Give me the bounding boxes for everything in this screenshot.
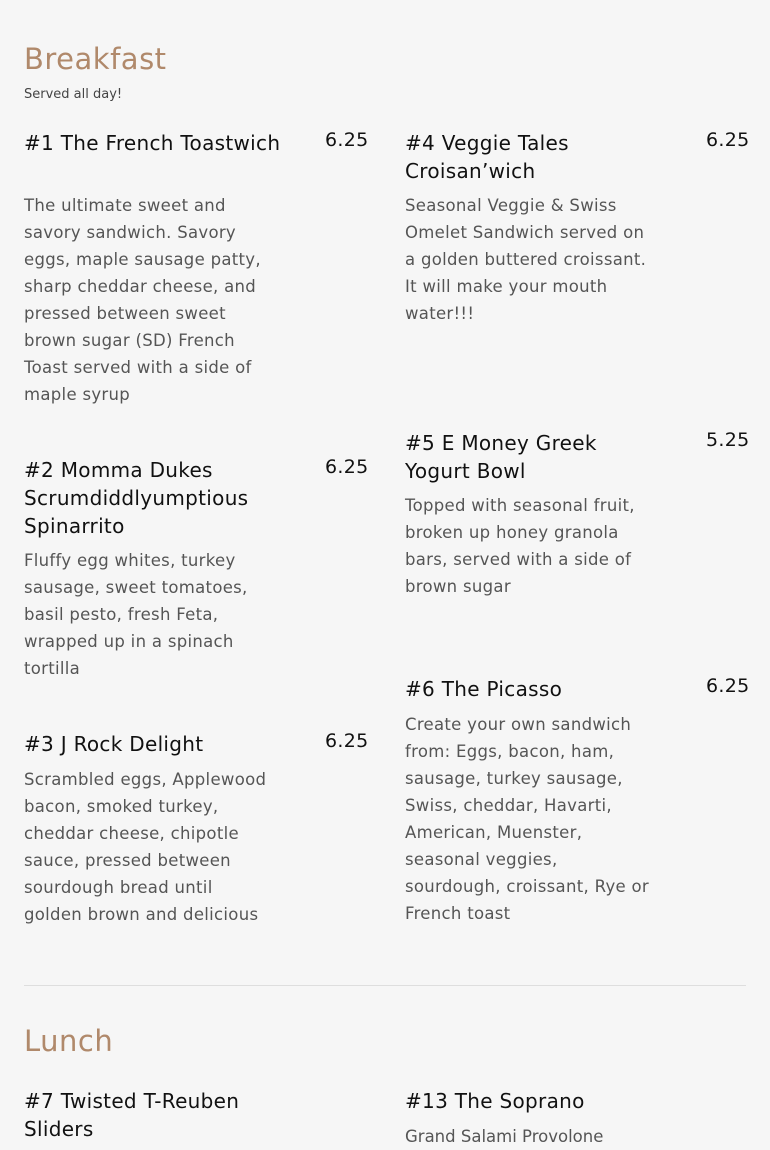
item-description: Scrambled eggs, Applewood bacon, smoked turkey, cheddar cheese, chipotle sauce, pressed between sourdough bread until golden brown and delicious — [24, 770, 267, 924]
item-price: 6.25 — [706, 129, 750, 151]
item-name: #13 The Soprano — [405, 1089, 585, 1113]
item-description: The ultimate sweet and savory sandwich. Savory eggs, maple sausage patty, sharp cheddar cheese, and pressed between sweet brown sugar (SD) French Toast served with a side of maple syrup — [24, 196, 261, 404]
item-price: 6.25 — [325, 129, 369, 151]
item-price: 6.25 — [706, 675, 750, 697]
item-description: Grand Salami Provolone — [405, 1127, 604, 1146]
item-name: #2 Momma Dukes Scrumdiddlyumptious Spinarrito — [24, 458, 249, 538]
item-price: 6.25 — [325, 456, 369, 478]
section-divider — [24, 985, 746, 986]
item-name: #3 J Rock Delight — [24, 732, 204, 756]
item-description: Create your own sandwich from: Eggs, bacon, ham, sausage, turkey sausage, Swiss, cheddar, Havarti, American, Muenster, seasonal veggies, sourdough, croissant, Rye or French toast — [405, 715, 649, 923]
item-price: 5.25 — [706, 429, 750, 451]
breakfast-subtitle: Served all day! — [24, 87, 123, 102]
item-price: 6.25 — [325, 730, 369, 752]
breakfast-title: Breakfast — [24, 42, 167, 76]
lunch-title: Lunch — [24, 1024, 114, 1058]
item-name: #4 Veggie Tales Croisan’wich — [405, 131, 569, 183]
item-name: #7 Twisted T-Reuben Sliders — [24, 1089, 240, 1141]
item-name: #1 The French Toastwich — [24, 131, 281, 155]
item-description: Fluffy egg whites, turkey sausage, sweet tomatoes, basil pesto, fresh Feta, wrapped up in a spinach tortilla — [24, 551, 248, 678]
item-description: Seasonal Veggie & Swiss Omelet Sandwich served on a golden buttered croissant. It will make your mouth water!!! — [405, 196, 647, 323]
item-name: #6 The Picasso — [405, 677, 563, 701]
item-description: Topped with seasonal fruit, broken up honey granola bars, served with a side of brown sugar — [405, 496, 635, 596]
item-name: #5 E Money Greek Yogurt Bowl — [405, 431, 597, 483]
